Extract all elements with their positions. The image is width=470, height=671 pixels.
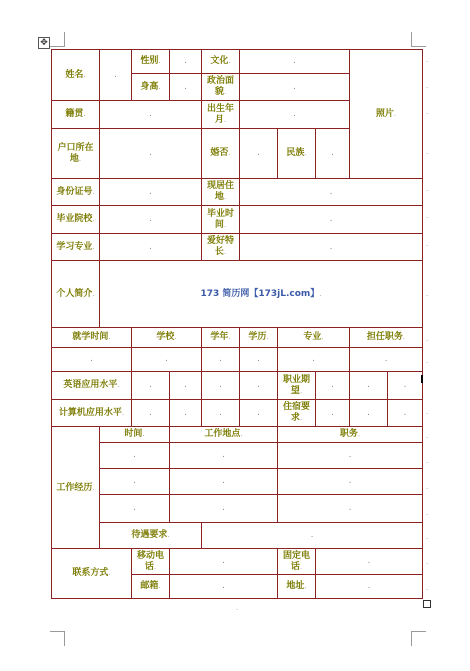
row-end-mark: . — [426, 185, 429, 193]
edu-major[interactable]: . — [278, 348, 350, 372]
work-1-position[interactable]: . — [278, 443, 423, 469]
header-work-position: 职务. — [278, 427, 423, 443]
work-1-time[interactable]: . — [100, 443, 170, 469]
label-housing: 住宿要求. — [278, 400, 316, 427]
value-name[interactable]: . — [100, 50, 132, 101]
value-gender[interactable]: . — [170, 50, 202, 74]
value-hobby[interactable]: . — [240, 234, 423, 261]
header-position-held: 担任职务. — [350, 328, 423, 348]
table-move-handle-icon[interactable]: ✥ — [38, 37, 50, 49]
photo-box: 照片. — [350, 50, 423, 179]
english-1[interactable]: . — [132, 372, 170, 400]
value-hukou[interactable]: . — [100, 129, 202, 179]
row-end-mark: . — [426, 82, 429, 90]
work-3-place[interactable]: . — [170, 495, 278, 523]
value-birth[interactable]: . — [240, 101, 350, 129]
header-work-place: 工作地点. — [170, 427, 278, 443]
label-landline: 固定电话. — [278, 549, 316, 575]
edu-position[interactable]: . — [350, 348, 423, 372]
label-marital: 婚否. — [202, 129, 240, 179]
label-mobile: 移动电话. — [132, 549, 170, 575]
label-school: 毕业院校. — [52, 206, 100, 234]
label-english: 英语应用水平. — [52, 372, 132, 400]
value-height[interactable]: . — [170, 74, 202, 101]
computer-1[interactable]: . — [132, 400, 170, 427]
table-resize-handle[interactable] — [423, 600, 431, 608]
career-2[interactable]: . — [350, 372, 388, 400]
value-salary[interactable]: . — [202, 523, 423, 549]
row-end-mark: . — [426, 483, 429, 491]
row-end-mark: . — [426, 148, 429, 156]
work-2-position[interactable]: . — [278, 469, 423, 495]
page-corner-bottom-left — [50, 631, 65, 646]
header-school: 学校. — [132, 328, 202, 348]
housing-2[interactable]: . — [350, 400, 388, 427]
value-email[interactable]: . — [170, 575, 278, 599]
label-work: 工作经历. — [52, 427, 100, 549]
header-years: 学年. — [202, 328, 240, 348]
row-end-mark: . — [426, 408, 429, 416]
edu-degree[interactable]: . — [240, 348, 278, 372]
value-intro[interactable]: 173 简历网【173jL.com】. — [100, 261, 423, 328]
label-culture: 文化. — [202, 50, 240, 74]
value-school[interactable]: . — [100, 206, 202, 234]
label-addr2: 地址. — [278, 575, 316, 599]
row-end-mark: . — [426, 558, 429, 566]
english-2[interactable]: . — [170, 372, 202, 400]
english-4[interactable]: . — [240, 372, 278, 400]
row-end-mark: . — [426, 335, 429, 343]
header-study-time: 就学时间. — [52, 328, 132, 348]
value-ethnic[interactable]: . — [316, 129, 350, 179]
label-politics: 政治面貌. — [202, 74, 240, 101]
value-native[interactable]: . — [100, 101, 202, 129]
label-contact: 联系方式. — [52, 549, 132, 599]
label-gender: 性别. — [132, 50, 170, 74]
row-end-mark: . — [426, 357, 429, 365]
page-corner-top-left — [50, 32, 65, 47]
value-politics[interactable]: . — [240, 74, 350, 101]
value-address[interactable]: . — [240, 179, 423, 206]
paragraph-mark: . — [236, 604, 239, 612]
career-3[interactable]: . — [388, 372, 423, 400]
label-salary: 待遇要求. — [100, 523, 202, 549]
value-marital[interactable]: . — [240, 129, 278, 179]
label-name: 姓名. — [52, 50, 100, 101]
label-grad-time: 毕业时间. — [202, 206, 240, 234]
row-end-mark: . — [426, 457, 429, 465]
value-major[interactable]: . — [100, 234, 202, 261]
work-1-place[interactable]: . — [170, 443, 278, 469]
page-corner-top-right — [411, 32, 426, 47]
label-major: 学习专业. — [52, 234, 100, 261]
value-addr2[interactable]: . — [316, 575, 423, 599]
label-career: 职业期望. — [278, 372, 316, 400]
value-mobile[interactable]: . — [170, 549, 278, 575]
value-grad-time[interactable]: . — [240, 206, 423, 234]
row-end-mark: . — [426, 108, 429, 116]
housing-1[interactable]: . — [316, 400, 350, 427]
label-hukou: 户口所在地. — [52, 129, 100, 179]
edu-school[interactable]: . — [132, 348, 202, 372]
label-intro: 个人简介. — [52, 261, 100, 328]
value-idcard[interactable]: . — [100, 179, 202, 206]
value-culture[interactable]: . — [240, 50, 350, 74]
intro-site-text: 173 简历网【173jL.com】 — [200, 288, 320, 299]
computer-2[interactable]: . — [170, 400, 202, 427]
row-end-mark: . — [426, 240, 429, 248]
label-birth: 出生年月. — [202, 101, 240, 129]
row-end-mark: . — [426, 56, 429, 64]
housing-3[interactable]: . — [388, 400, 423, 427]
row-end-mark: . — [426, 212, 429, 220]
header-degree: 学历. — [240, 328, 278, 348]
row-end-mark: . — [426, 290, 429, 298]
work-2-place[interactable]: . — [170, 469, 278, 495]
page-corner-bottom-right — [411, 631, 426, 646]
cursor-mark — [421, 375, 423, 383]
row-end-mark: . — [426, 533, 429, 541]
career-1[interactable]: . — [316, 372, 350, 400]
work-3-position[interactable]: . — [278, 495, 423, 523]
row-end-mark: . — [426, 432, 429, 440]
label-email: 邮箱. — [132, 575, 170, 599]
label-ethnic: 民族. — [278, 129, 316, 179]
computer-4[interactable]: . — [240, 400, 278, 427]
label-native: 籍贯. — [52, 101, 100, 129]
english-3[interactable]: . — [202, 372, 240, 400]
resume-form-table — [51, 49, 423, 599]
computer-3[interactable]: . — [202, 400, 240, 427]
label-computer: 计算机应用水平. — [52, 400, 132, 427]
header-work-time: 时间. — [100, 427, 170, 443]
row-end-mark: . — [426, 584, 429, 592]
work-3-time[interactable]: . — [100, 495, 170, 523]
header-major: 专业. — [278, 328, 350, 348]
edu-study-time[interactable]: . — [52, 348, 132, 372]
label-idcard: 身份证号. — [52, 179, 100, 206]
work-2-time[interactable]: . — [100, 469, 170, 495]
label-height: 身高. — [132, 74, 170, 101]
label-hobby: 爱好特长. — [202, 234, 240, 261]
edu-years[interactable]: . — [202, 348, 240, 372]
label-address: 现居住地. — [202, 179, 240, 206]
value-landline[interactable]: . — [316, 549, 423, 575]
row-end-mark: . — [426, 509, 429, 517]
